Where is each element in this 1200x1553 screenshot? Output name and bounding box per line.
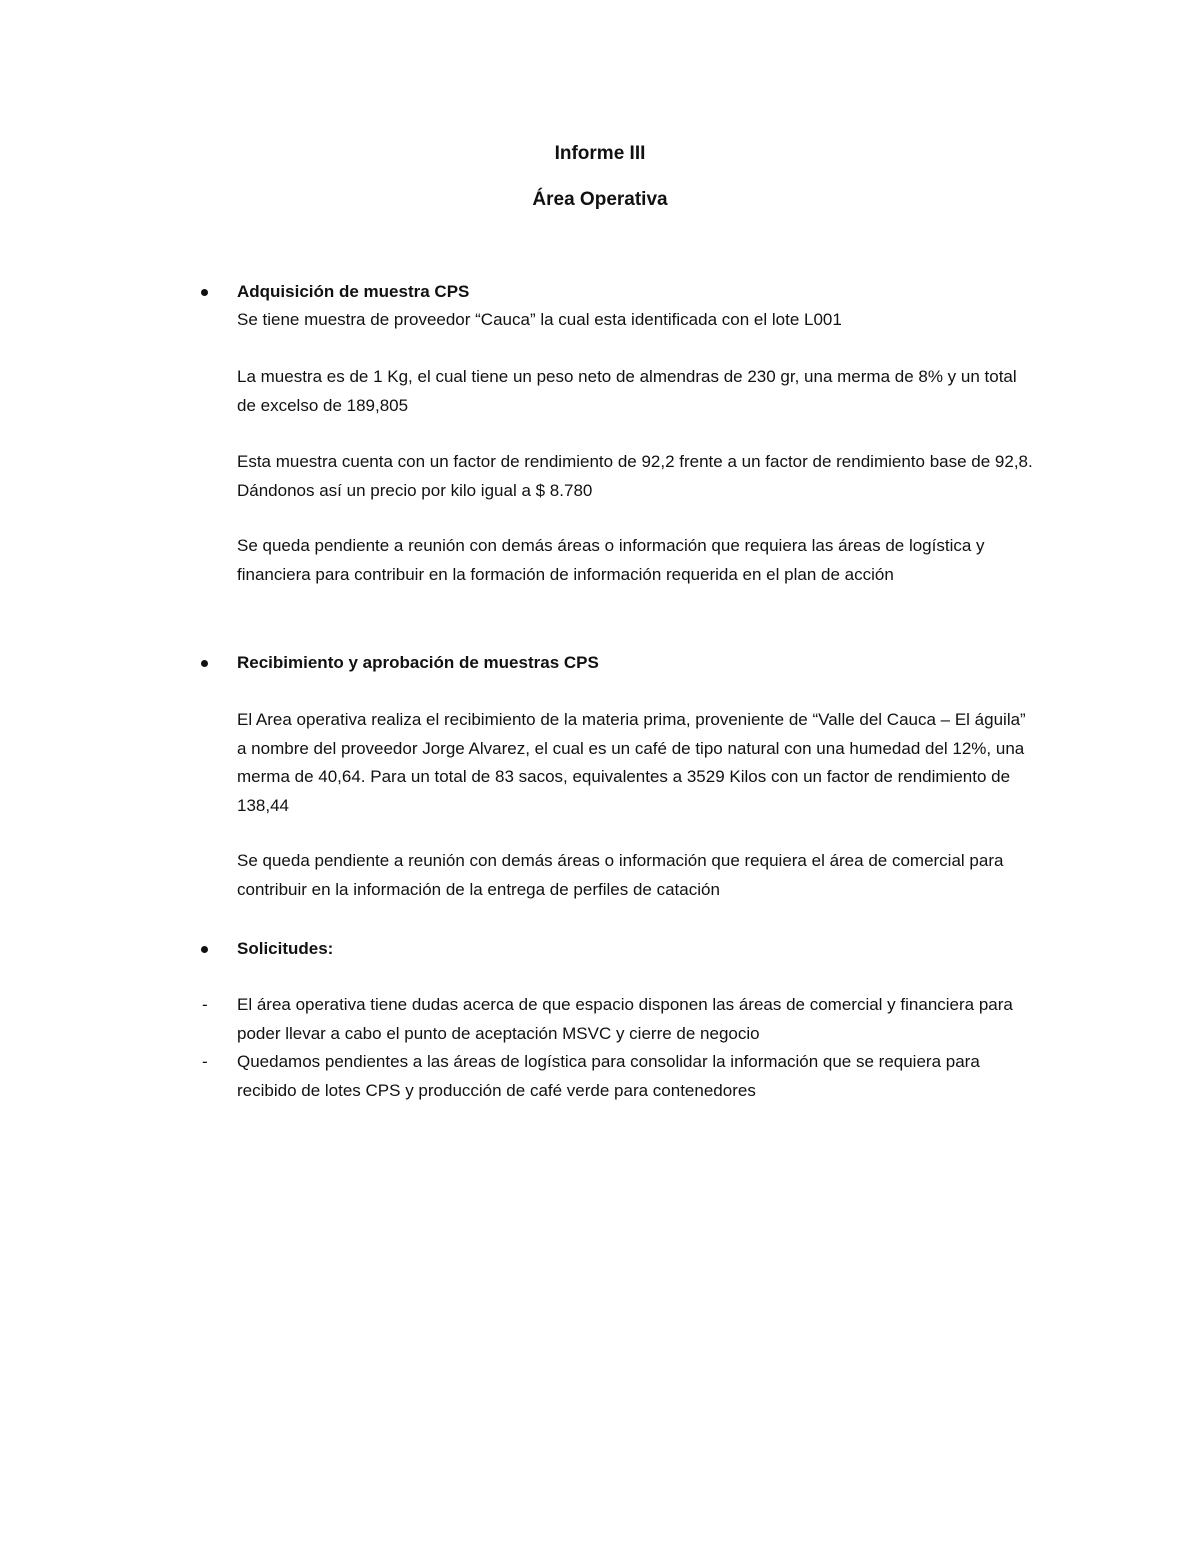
paragraph: La muestra es de 1 Kg, el cual tiene un peso neto de almendras de 230 gr, una merma de 8% y un total de excelso de 189,805	[237, 367, 1017, 415]
paragraph: Se tiene muestra de proveedor “Cauca” la cual esta identificada con el lote L001	[237, 310, 842, 329]
document-subtitle: Área Operativa	[532, 189, 668, 210]
paragraph: Se queda pendiente a reunión con demás áreas o información que requiera las áreas de logística y financiera para contribuir en la formación de información requerida en el plan de acción	[237, 536, 985, 584]
request-text: Quedamos pendientes a las áreas de logística para consolidar la información que se requiera para recibido de lotes CPS y producción de café verde para contenedores	[237, 1052, 980, 1100]
document-title: Informe III	[554, 143, 646, 164]
section-heading: Solicitudes:	[237, 939, 334, 958]
request-text: El área operativa tiene dudas acerca de que espacio disponen las áreas de comercial y financiera para poder llevar a cabo el punto de aceptación MSVC y cierre de negocio	[237, 995, 1013, 1043]
dash-icon: -	[202, 1052, 208, 1071]
section-heading: Recibimiento y aprobación de muestras CPS	[237, 653, 599, 672]
dash-icon: -	[202, 995, 208, 1014]
section-heading: Adquisición de muestra CPS	[237, 282, 470, 301]
paragraph: Se queda pendiente a reunión con demás áreas o información que requiera el área de comercial para contribuir en la información de la entrega de perfiles de catación	[237, 851, 1004, 899]
paragraph: Esta muestra cuenta con un factor de rendimiento de 92,2 frente a un factor de rendimiento base de 92,8. Dándonos así un precio por kilo igual a $ 8.780	[237, 452, 1033, 500]
paragraph: El Area operativa realiza el recibimiento de la materia prima, proveniente de “Valle del Cauca – El águila” a nombre del proveedor Jorge Alvarez, el cual es un café de tipo natural con una humedad del 12%, una merma de 40,64. Para un total de 83 sacos, equivalentes a 3529 Kilos con un factor de rendimiento de 138,44	[237, 710, 1026, 815]
